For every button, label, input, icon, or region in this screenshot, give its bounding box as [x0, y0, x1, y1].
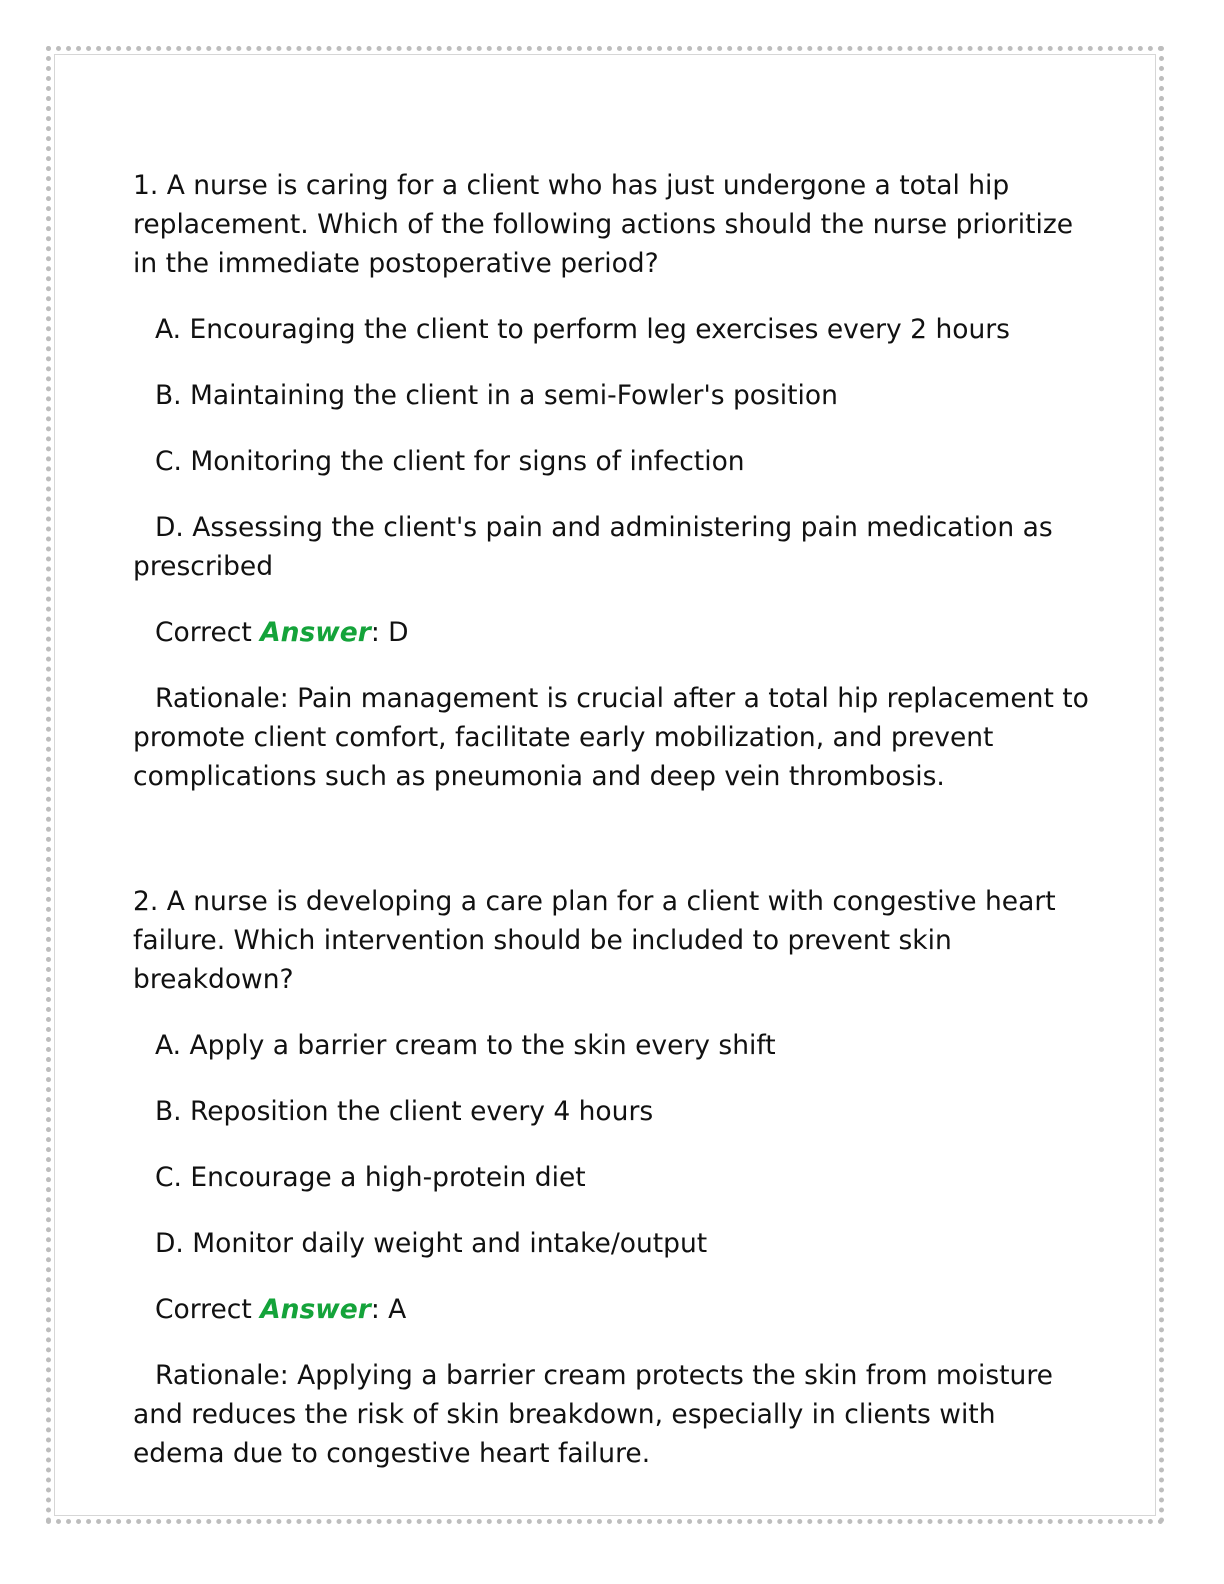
- correct-answer-line: [133, 1290, 1093, 1329]
- question-block-1: [133, 166, 1093, 796]
- answer-option-b: B. Maintaining the client in a semi-Fowler's position: [155, 380, 838, 411]
- answer-option-b: B. Reposition the client every 4 hours: [155, 1096, 654, 1127]
- answer-option-a: A. Encouraging the client to perform leg exercises every 2 hours: [155, 314, 1010, 345]
- rationale-text: Rationale: Pain management is crucial after a total hip replacement to promote client comfort, facilitate early mobilization, and prevent complications such as pneumonia and deep vein thrombosis.: [133, 683, 1089, 792]
- answer-option-c: C. Encourage a high-protein diet: [155, 1162, 586, 1193]
- answer-option-d: D. Assessing the client's pain and administering pain medication as prescribed: [133, 512, 1053, 582]
- correct-answer-line: [133, 613, 1093, 652]
- correct-answer-prefix: Correct: [155, 617, 261, 648]
- answer-option-a: A. Apply a barrier cream to the skin every shift: [155, 1030, 776, 1061]
- answer-option-d: D. Monitor daily weight and intake/output: [155, 1228, 708, 1259]
- answer-keyword: Answer: [260, 617, 371, 648]
- correct-answer-value: : A: [370, 1294, 407, 1325]
- rationale-text: Rationale: Applying a barrier cream protects the skin from moisture and reduces the risk of skin breakdown, especially in clients with edema due to congestive heart failure.: [133, 1360, 1053, 1469]
- correct-answer-prefix: Correct: [155, 1294, 261, 1325]
- answer-option-c: C. Monitoring the client for signs of infection: [155, 446, 745, 477]
- correct-answer-value: : D: [370, 617, 409, 648]
- question-block-2: [133, 882, 1093, 1473]
- question-stem: 2. A nurse is developing a care plan for a client with congestive heart failure. Which intervention should be included to prevent skin breakdown?: [133, 886, 1056, 995]
- question-stem: 1. A nurse is caring for a client who has just undergone a total hip replacement. Which of the following actions should the nurse prioritize in the immediate postoperative period?: [133, 170, 1074, 279]
- answer-keyword: Answer: [260, 1294, 371, 1325]
- quiz-content: [133, 166, 1093, 1473]
